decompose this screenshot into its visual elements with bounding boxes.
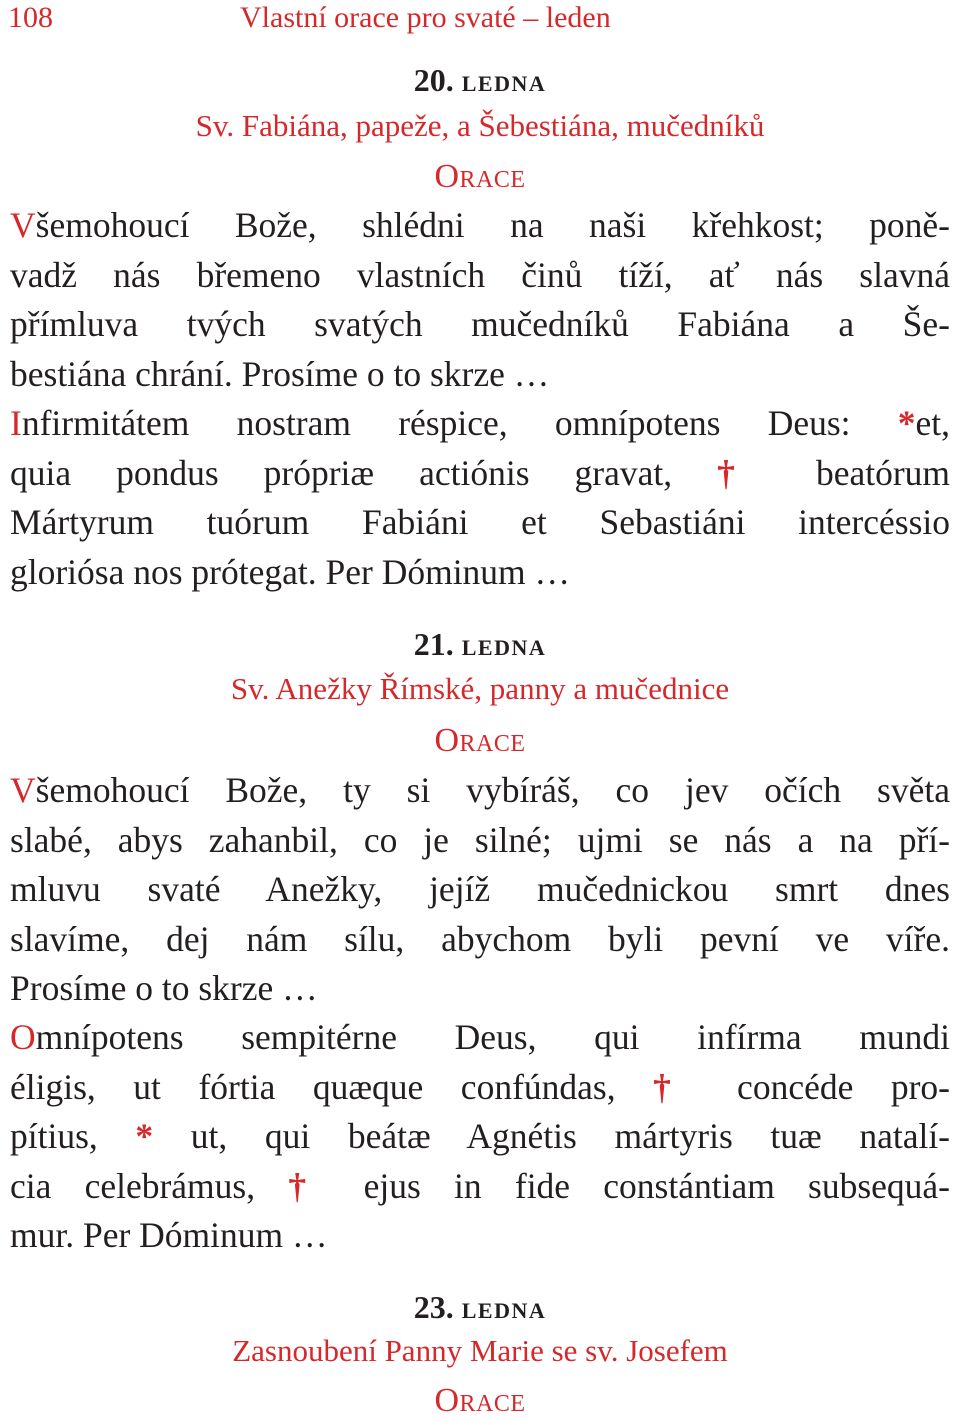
prayer-line: Omnípotens sempitérne Deus, qui infírma mundi [10,1017,950,1057]
cross-mark: † [653,1066,700,1107]
cross-mark: † [288,1165,331,1206]
saint-title-agnes: Sv. Anežky Římské, panny a mučednice [230,671,730,706]
page-number: 108 [8,1,53,34]
prayer-line: pítius, * ut, qui beátæ Agnétis mártyris tuæ natalí- [10,1116,951,1156]
running-title: Vlastní orace pro svaté – leden [240,1,611,34]
red-initial: I [10,403,22,443]
prayer-line: Všemohoucí Bože, shlédni na naši křehkost; poně- [10,205,950,245]
prayer-line: mluvu svaté Anežky, jejíž mučednickou smrt dnes [10,869,950,909]
feast-date-23 [0,1289,960,1326]
prayer-line: mur. Per Dóminum … [10,1215,328,1255]
feast-date-21 [0,626,960,663]
date-day: 23. [413,1289,454,1325]
prayer-line: quia pondus própriæ actiónis gravat, † beatórum [10,452,951,493]
prayer-latin-21 [10,1013,950,1261]
prayer-line: cia celebrámus, † ejus in fide constántiam subsequá- [10,1165,950,1206]
date-month: ledna [461,1289,547,1325]
prayer-line: Prosíme o to skrze … [10,968,318,1008]
section-heading-orace: Orace [434,1382,526,1419]
prayer-line: gloriósa nos prótegat. Per Dóminum … [10,551,571,592]
running-head [0,0,960,36]
section-heading-orace: Orace [434,722,526,759]
prayer-czech-20 [10,201,950,399]
asterisk-mark: * [897,403,916,443]
feast-date-20 [0,62,960,99]
prayer-line: slabé, abys zahanbil, co je silné; ujmi se nás a na pří- [10,819,950,860]
prayer-line: Mártyrum tuórum Fabiáni et Sebastiáni intercéssio [10,502,950,542]
red-initial: V [10,205,36,245]
saint-title-fabian-sebastian: Sv. Fabiána, papeže, a Šebestiána, mučedníků [195,108,765,143]
prayer-latin-20 [10,399,950,597]
cross-mark: † [717,452,771,493]
prayer-czech-21 [10,766,950,1014]
prayer-line: Infirmitátem nostram réspice, omnípotens Deus: *et, [10,403,950,443]
date-day: 21. [413,626,454,662]
date-day: 20. [413,62,454,98]
section-heading-orace: Orace [434,158,526,195]
prayer-line: vadž nás břemeno vlastních činů tíží, ať nás slavná [10,254,950,295]
asterisk-mark: * [135,1116,154,1156]
red-initial: V [10,770,36,810]
date-month: ledna [461,62,547,98]
date-month: ledna [461,626,547,662]
prayer-line: éligis, ut fórtia quæque confúndas, † concéde pro- [10,1066,951,1107]
prayer-line: přímluva tvých svatých mučedníků Fabiána a Še- [10,304,950,344]
prayer-line: slavíme, dej nám sílu, abychom byli pevní ve víře. [10,918,950,959]
saint-title-betrothal: Zasnoubení Panny Marie se sv. Josefem [232,1333,728,1368]
prayer-line: Všemohoucí Bože, ty si vybíráš, co jev očích světa [10,770,950,810]
red-initial: O [10,1017,36,1057]
prayer-line: bestiána chrání. Prosíme o to skrze … [10,353,550,394]
